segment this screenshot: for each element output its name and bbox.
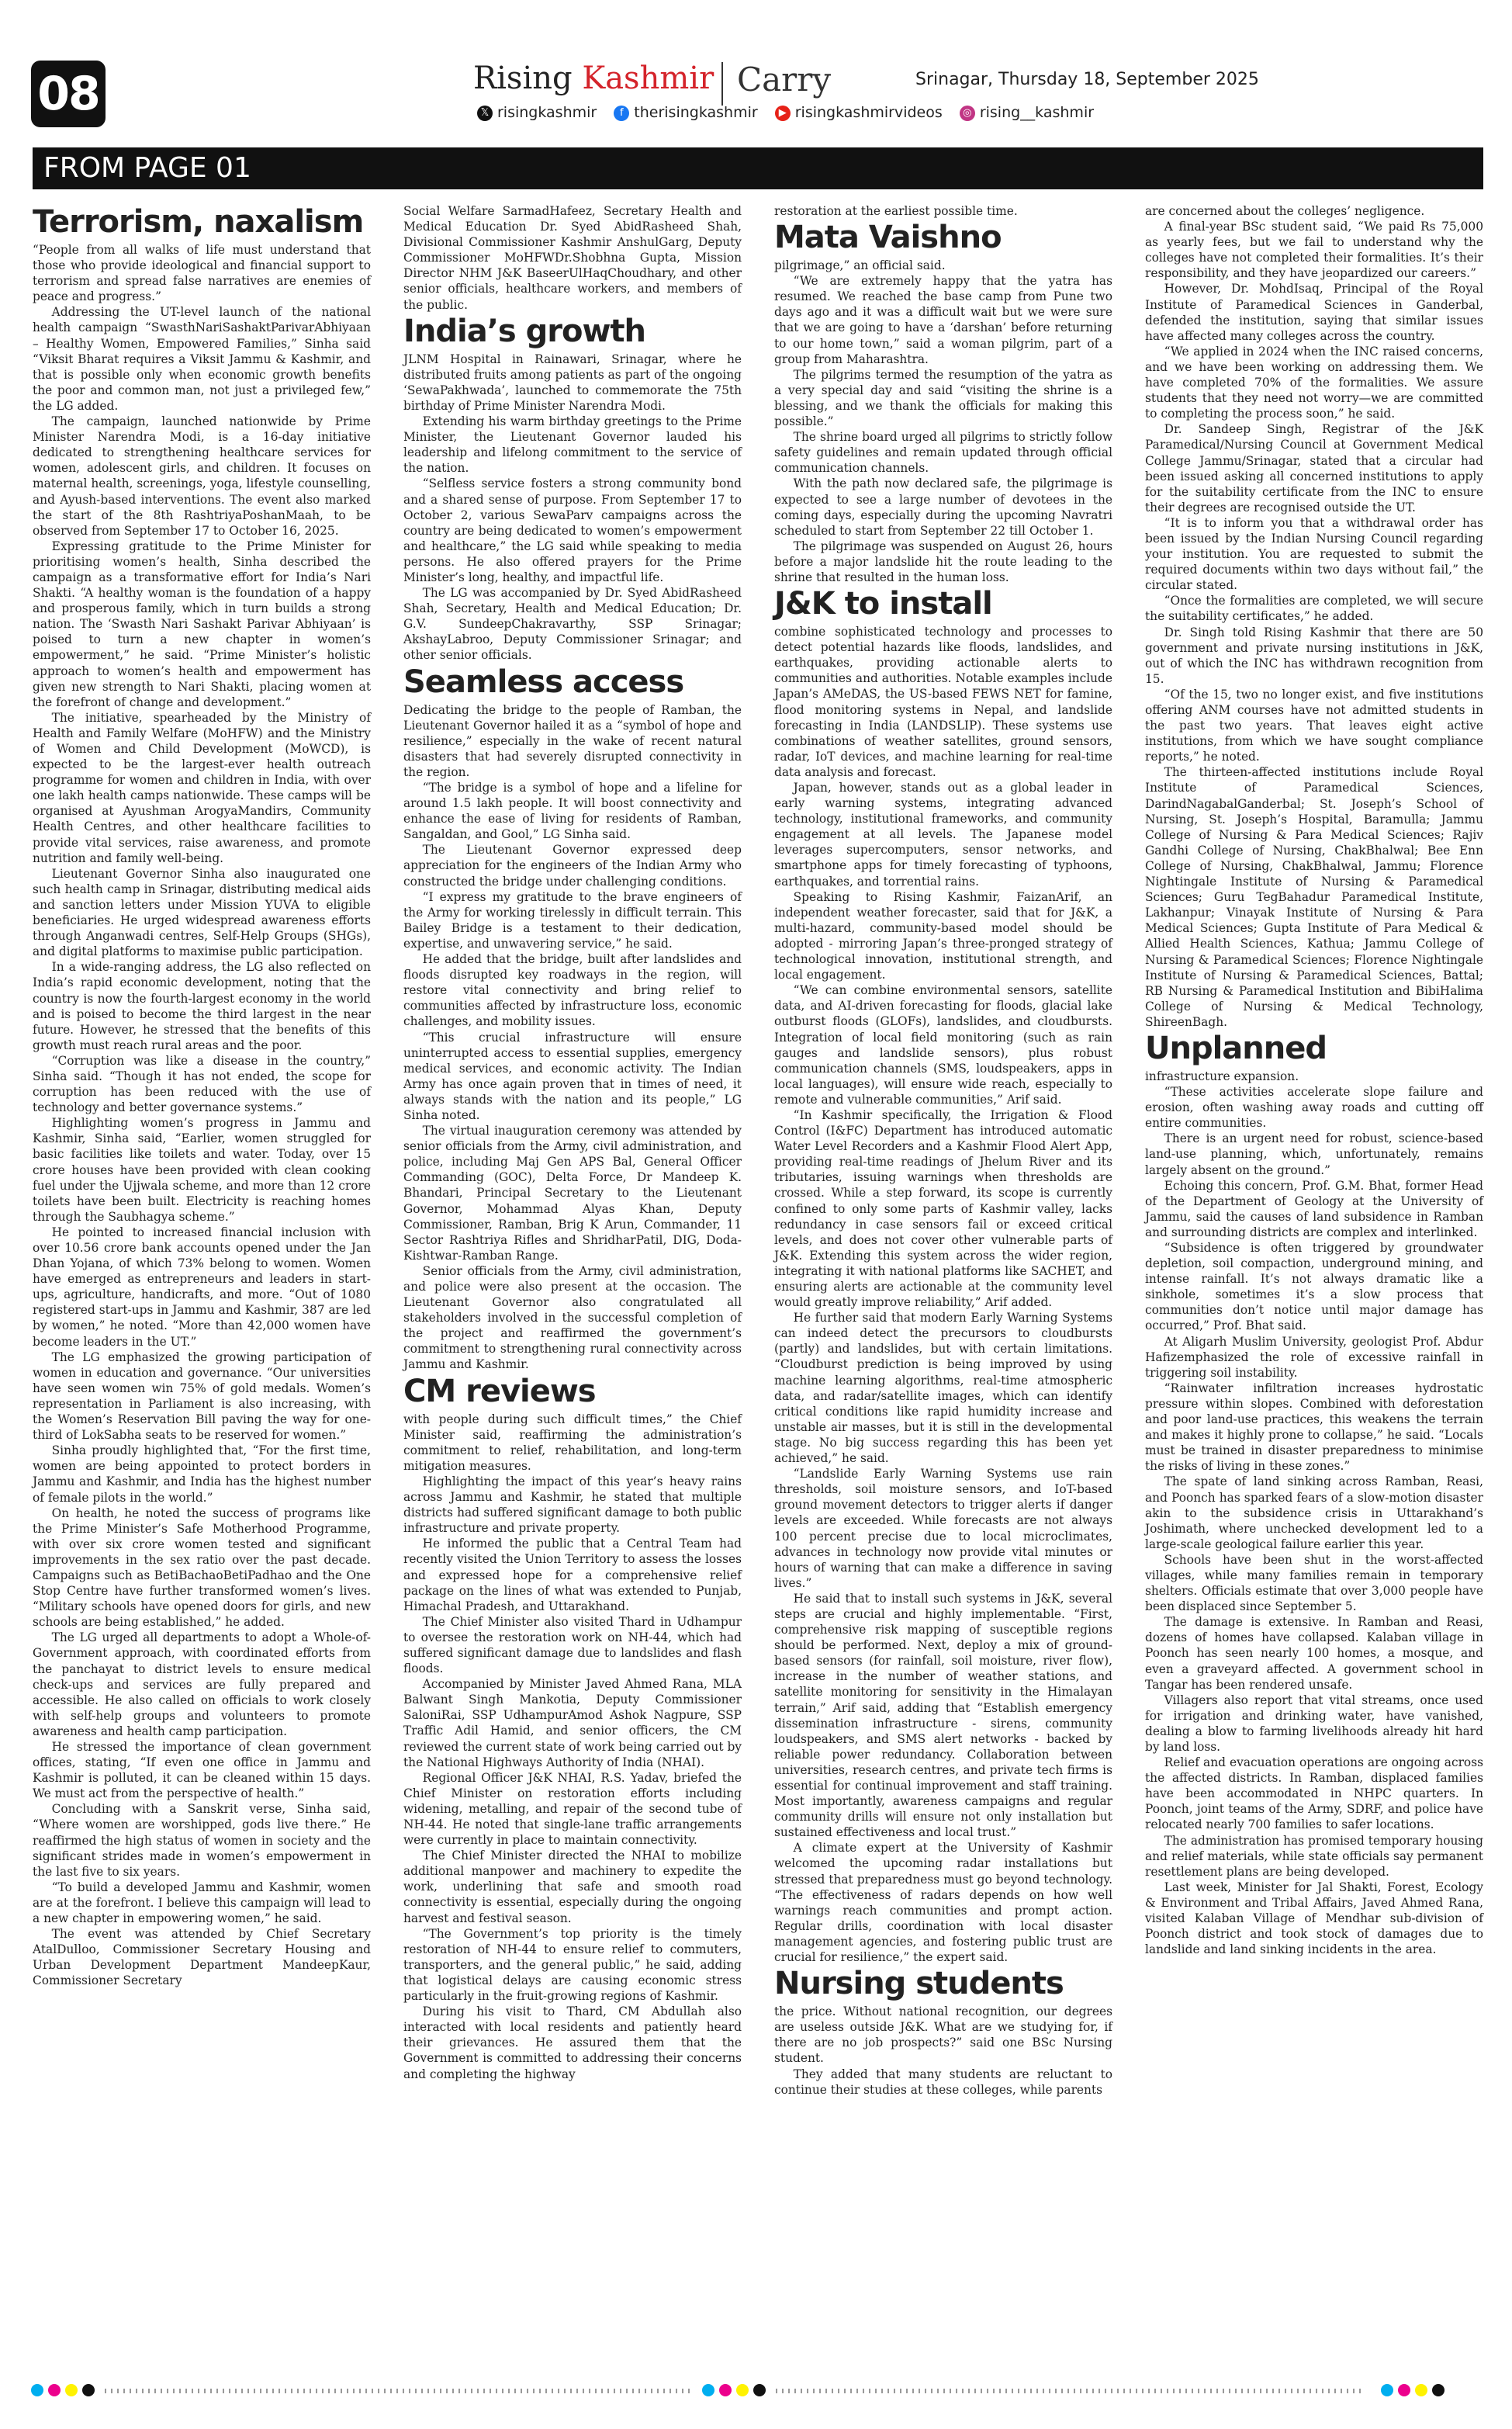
article-paragraph: Echoing this concern, Prof. G.M. Bhat, former Head of the Department of Geology at the University of Jammu, said the causes of land subsidence in Ramban and surrounding districts are complex and interlinked. [1145, 1178, 1483, 1239]
article-paragraph: “People from all walks of life must understand that those who provide ideological and financial support to terrorism and spread false narratives are enemies of peace and progress.” [33, 243, 371, 304]
article-paragraph: The thirteen-affected institutions include Royal Institute of Paramedical Sciences, DarindNagabalGanderbal; St. Joseph’s School of Nursing, St. Joseph’s Hospital, Baramulla; Jammu College of Nursing & Para Medical Sciences; Rajiv Gandhi College of Nursing, ChakBhalwal; Bee Enn College of Nursing, ChakBhalwal, Jammu; Florence Nightingale Institute of Nursing & Paramedical Sciences; Guru TegBahadur Paramedical Institute, Lakhanpur; Vinayak Institute of Nursing & Para Medical Sciences; Gupta Institute of Para Medical & Allied Health Sciences, Kathua; Jammu College of Nursing & Paramedical Sciences; Florence Nightingale Institute of Nursing & Paramedical Sciences, Battal; RB Nursing & Paramedical Institution and BibiHalima College of Nursing & Medical Technology, ShireenBagh. [1145, 765, 1483, 1029]
brand-part2: Kashmir [582, 61, 714, 96]
registration-ticks [776, 2389, 1365, 2393]
yellow-mark [736, 2384, 749, 2396]
article-paragraph: Senior officials from the Army, civil administration, and police were also present at the occasion. The Lieutenant Governor also congratulated all stakeholders involved in the successful completion of the project and reaffirmed the government’s commitment to strengthening rural connectivity across Jammu and Kashmir. [403, 1263, 742, 1372]
x-icon: 𝕏 [477, 106, 493, 121]
cyan-mark [1381, 2384, 1393, 2396]
article-paragraph: “Rainwater infiltration increases hydrostatic pressure within slopes. Combined with deforestation and poor land-use practices, this weakens the terrain and makes it highly prone to collapse,” he said. “Locals must be trained in disaster preparedness to minimise the risks of living in these zones.” [1145, 1381, 1483, 1474]
registration-ticks [105, 2389, 694, 2393]
magenta-mark [719, 2384, 732, 2396]
article-paragraph: pilgrimage,” an official said. [774, 258, 946, 273]
instagram-icon: ◎ [960, 106, 975, 121]
article-paragraph: Highlighting the impact of this year’s heavy rains across Jammu and Kashmir, he stated that multiple districts had suffered significant damage to both public infrastructure and private property. [403, 1474, 742, 1536]
article-paragraph: Expressing gratitude to the Prime Minister for prioritising women’s health, Sinha described the campaign as a transformative effort for India’s Nari Shakti. “A healthy woman is the foundation of a happy and prosperous family, which in turn builds a strong nation. The ‘Swasth Nari Sashakt Parivar Abhiyaan’ is poised to turn a new chapter in women’s empowerment,” he said. “Prime Minister’s holistic approach to women’s health and empowerment has given new strength to Nari Shakti, placing women at the forefront of change and development.” [33, 539, 371, 709]
column-3 [774, 203, 1112, 2098]
black-mark [82, 2384, 95, 2396]
article-paragraph: The Chief Minister directed the NHAI to mobilize additional manpower and machinery to expedite the work, underlining that safe and smooth road connectivity is essential, especially during the ongoing harvest and festival season. [403, 1849, 742, 1925]
article-paragraph: Last week, Minister for Jal Shakti, Forest, Ecology & Environment and Tribal Affairs, Javed Ahmed Rana, visited Kalaban Village of Mendhar sub-division of Poonch district and took stock of damages due to landslide and land sinking incidents in the area. [1145, 1880, 1483, 1957]
article-paragraph: The initiative, spearheaded by the Ministry of Health and Family Welfare (MoHFW) and the Ministry of Women and Child Development (MoWCD), is expected to be the largest-ever health outreach programme for women and children in India, with over one lakh health camps nationwide. These camps will be organised at Ayushman ArogyaMandirs, Community Health Centres, and other healthcare facilities to provide vital services, raise awareness, and promote nutrition and family well-being. [33, 710, 371, 865]
brand-part1: Rising [473, 61, 573, 96]
black-mark [753, 2384, 766, 2396]
article-heading: Nursing students [774, 1966, 1064, 2002]
article-paragraph: He added that the bridge, built after landslides and floods disrupted key roadways in the region, will restore vital connectivity and bring relief to communities affected by infrastructure loss, economic challenges, and mobility issues. [403, 952, 742, 1029]
article-paragraph: The pilgrims termed the resumption of the yatra as a very special day and said “visiting the shrine is a blessing, and we thank the officials for making this possible.” [774, 367, 1112, 429]
article-paragraph: Regional Officer J&K NHAI, R.S. Yadav, briefed the Chief Minister on restoration efforts including widening, metalling, and repair of the second tube of NH-44. He noted that single-lane traffic arrangements were currently in place to maintain connectivity. [403, 1770, 742, 1848]
social-handle: rising__kashmir [979, 104, 1095, 121]
column-1 [33, 203, 371, 1989]
article-paragraph: The pilgrimage was suspended on August 26, hours before a major landslide hit the route leading to the shrine that resulted in the human loss. [774, 539, 1112, 584]
article-paragraph: “Of the 15, two no longer exist, and five institutions offering ANM courses have not admitted students in the past two years. That leaves eight active institutions, from which we have sought compliance reports,” he noted. [1145, 687, 1483, 764]
article-paragraph: combine sophisticated technology and processes to detect potential hazards like floods, landslides, and earthquakes, providing actionable alerts to communities and authorities. Notable examples include Japan’s AMeDAS, the US-based FEWS NET for famine, flood monitoring systems in Nepal, and landslide forecasting in India (LANDSLIP). These systems use combinations of weather satellites, ground sensors, radar, IoT devices, and machine learning for real-time data analysis and forecast. [774, 625, 1112, 779]
article-paragraph: The Chief Minister also visited Thard in Udhampur to oversee the restoration work on NH-44, which had suffered significant damage due to landslides and flash floods. [403, 1614, 742, 1676]
article-paragraph: He said that to install such systems in J&K, several steps are crucial and highly implementable. “First, comprehensive risk mapping of susceptible regions should be performed. Next, deploy a mix of ground-based sensors (for rainfall, soil moisture, river flow), increase in the number of weather stations, and satellite monitoring for sensitivity in the Himalayan terrain,” Arif said, adding that “Establish emergency dissemination infrastructure - sirens, community loudspeakers, and SMS alert networks - backed by reliable power redundancy. Collaboration between universities, research centres, and private tech firms is essential for continual improvement and staff training. Most importantly, awareness campaigns and regular community drills will ensure not only installation but sustained effectiveness and local trust.” [774, 1591, 1112, 1840]
cyan-mark [702, 2384, 714, 2396]
article-paragraph: “We applied in 2024 when the INC raised concerns, and we have been working on addressing them. We have completed 70% of the formalities. We assure students that they need not worry—we are committed to completing the process soon,” he said. [1145, 344, 1483, 421]
article-paragraph: During his visit to Thard, CM Abdullah also interacted with local residents and patiently heard their grievances. He assured them that the Government is committed to addressing their concerns and completing the highway [403, 2005, 742, 2081]
article-paragraph: “Selfless service fosters a strong community bond and a shared sense of purpose. From September 17 to October 2, various SewaParv campaigns across the country are being dedicated to women’s empowerment and healthcare,” the LG said while speaking to media persons. He also offered prayers for the Prime Minister’s long, healthy, and impactful life. [403, 476, 742, 584]
article-paragraph: “This crucial infrastructure will ensure uninterrupted access to essential supplies, emergency medical services, and economic activity. The Indian Army has once again proven that in times of need, it always stands with the nation and its people,” LG Sinha noted. [403, 1030, 742, 1122]
article-paragraph: The campaign, launched nationwide by Prime Minister Narendra Modi, is a 16-day initiative dedicated to strengthening healthcare services for women, adolescent girls, and children. It focuses on maternal health, screenings, yoga, lifestyle counselling, and Ayush-based interventions. The event also marked the start of the 8th RashtriyaPoshanMaah, to be observed from September 17 to October 16, 2025. [33, 414, 371, 538]
article-paragraph: Extending his warm birthday greetings to the Prime Minister, the Lieutenant Governor lauded his leadership and lifelong commitment to the service of the nation. [403, 414, 742, 476]
article-paragraph: Schools have been shut in the worst-affected villages, while many families remain in temporary shelters. Officials estimate that over 3,000 people have been displaced since September 5. [1145, 1552, 1483, 1614]
article-paragraph: He stressed the importance of clean government offices, stating, “If even one office in Jammu and Kashmir is polluted, it can be cleaned within 15 days. We must act from the perspective of health.” [33, 1740, 371, 1801]
article-paragraph: Accompanied by Minister Javed Ahmed Rana, MLA Balwant Singh Mankotia, Deputy Commissioner SaloniRai, SSP UdhampurAmod Ashok Nagpure, SSP Traffic Adil Hamid, and senior officers, the CM reviewed the current state of work being carried out by the National Highways Authority of India (NHAI). [403, 1677, 742, 1769]
page-number: 08 [31, 61, 106, 127]
header-divider [721, 62, 723, 106]
article-paragraph: The LG emphasized the growing participation of women in education and governance. “Our universities have seen women win 75% of gold medals. Women’s representation in Parliament is also increasing, with the Women’s Reservation Bill paving the way for one-third of LokSabha seats to be reserved for women.” [33, 1350, 371, 1443]
section-banner [33, 147, 1483, 189]
magenta-mark [48, 2384, 61, 2396]
social-links [477, 104, 1106, 121]
article-paragraph: Villagers also report that vital streams, once used for irrigation and drinking water, have vanished, dealing a blow to farming livelihoods already hit hard by land loss. [1145, 1693, 1483, 1754]
social-handle: risingkashmirvideos [794, 104, 943, 121]
article-paragraph: There is an urgent need for robust, science-based land-use planning, which, unfortunately, remains largely absent on the ground.” [1145, 1131, 1483, 1177]
article-heading: CM reviews [403, 1373, 596, 1409]
article-heading: J&K to install [774, 586, 992, 622]
article-heading: Mata Vaishno [774, 220, 1002, 256]
social-handle: risingkashmir [497, 104, 597, 121]
article-paragraph: The LG urged all departments to adopt a Whole-of-Government approach, with coordinated efforts from the panchayat to district levels to ensure medical check-ups and services are fully prepared and accessible. He also called on officials to work closely with self-help groups and volunteers to promote awareness and health camp participation. [33, 1630, 371, 1738]
article-paragraph: He pointed to increased financial inclusion with over 10.56 crore bank accounts opened under the Jan Dhan Yojana, of which 73% belong to women. Women have emerged as entrepreneurs and leaders in start-ups, agriculture, handicrafts, and more. “Out of 1080 registered start-ups in Jammu and Kashmir, 387 are led by women,” he noted. “More than 42,000 women have become leaders in the UT.” [33, 1225, 371, 1349]
social-facebook[interactable] [614, 104, 757, 121]
article-paragraph: The administration has promised temporary housing and relief materials, while state officials say permanent resettlement plans are being developed. [1145, 1833, 1483, 1879]
article-paragraph: The spate of land sinking across Ramban, Reasi, and Poonch has sparked fears of a slow-motion disaster akin to the subsidence crisis in Uttarakhand’s Joshimath, where unchecked development led to a large-scale geological failure earlier this year. [1145, 1474, 1483, 1551]
article-paragraph: “We can combine environmental sensors, satellite data, and AI-driven forecasting for floods, glacial lake outburst floods (GLOFs), landslides, and cloudbursts. Integration of local field monitoring (such as rain gauges and landslide sensors), plus robust communication channels (SMS, loudspeakers, apps in local languages), will ensure wide reach, especially to remote and vulnerable communities,” Arif said. [774, 983, 1112, 1107]
article-paragraph: Social Welfare SarmadHafeez, Secretary Health and Medical Education Dr. Syed AbidRasheed Shah, Divisional Commissioner Kashmir AnshulGarg, Deputy Commissioner MoHFWDr.Shobhna Gupta, Mission Director NHM J&K BaseerUlHaqChoudhary, and other senior officials, healthcare workers, and members of the public. [403, 204, 742, 312]
article-paragraph: He further said that modern Early Warning Systems can indeed detect the precursors to cloudbursts (partly) and landslides, but with certain limitations. “Cloudburst prediction is being improved by using machine learning algorithms, real-time atmospheric data, and radar/satellite images, which can identify critical conditions like rapid humidity increase and unstable air masses, but it is still in the developmental stage. No big success regarding this has been yet achieved,” he said. [774, 1311, 1112, 1466]
article-paragraph: At Aligarh Muslim University, geologist Prof. Abdur Hafizemphasized the role of excessive rainfall in triggering soil instability. [1145, 1334, 1483, 1380]
article-paragraph: Addressing the UT-level launch of the national health campaign “SwasthNariSashaktParivarAbhiyaan – Healthy Women, Empowered Families,” Sinha said “Viksit Bharat requires a Viksit Jammu & Kashmir, and that is possible only when economic growth benefits the poor and common man, not just a privileged few,” the LG added. [33, 305, 371, 413]
article-paragraph: “Once the formalities are completed, we will secure the suitability certificates,” he added. [1145, 594, 1483, 624]
article-paragraph: “In Kashmir specifically, the Irrigation & Flood Control (I&FC) Department has introduced automatic Water Level Recorders and a Kashmir Flood Alert App, providing real-time readings of Jhelum River and its tributaries, issuing warnings when thresholds are crossed. While a step forward, its scope is currently confined to only some parts of Kashmir valley, lacks redundancy in case sensors fail or exceed critical levels, and does not cover other vulnerable parts of J&K. Extending this system across the wider region, integrating it with national platforms like SACHET, and ensuring alerts are actionable at the community level would greatly improve reliability,” Arif added. [774, 1107, 1112, 1310]
youtube-icon: ▶ [775, 106, 791, 121]
article-paragraph: The LG was accompanied by Dr. Syed AbidRasheed Shah, Secretary, Health and Medical Education; Dr. G.V. SundeepChakravarthy, SSP Srinagar; AkshayLabroo, Deputy Commissioner Srinagar; and other senior officials. [403, 586, 742, 663]
article-paragraph: “Corruption was like a disease in the country,” Sinha said. “Though it has not ended, the scope for corruption has been reduced with the use of technology and better governance systems.” [33, 1053, 371, 1115]
article-paragraph: Dr. Singh told Rising Kashmir that there are 50 government and private nursing institutions in J&K, out of which the INC has withdrawn recognition from 15. [1145, 625, 1483, 686]
article-paragraph: Speaking to Rising Kashmir, FaizanArif, an independent weather forecaster, said that for J&K, a multi-hazard, community-based model should be adopted - mirroring Japan’s three-pronged strategy of technological innovation, institutional strength, and local engagement. [774, 889, 1112, 982]
banner-label: FROM PAGE 01 [43, 152, 251, 184]
article-paragraph: “It is to inform you that a withdrawal order has been issued by the Indian Nursing Council regarding your institution. You are requested to submit the required documents within two days without fail,” the circular stated. [1145, 515, 1483, 593]
social-x[interactable] [477, 104, 597, 121]
column-2 [403, 203, 742, 2082]
brand-logo[interactable] [473, 61, 714, 96]
article-paragraph: The Lieutenant Governor expressed deep appreciation for the engineers of the Indian Army who constructed the bridge under challenging conditions. [403, 843, 742, 889]
cyan-mark [31, 2384, 43, 2396]
article-paragraph: restoration at the earliest possible time. [774, 204, 1018, 218]
yellow-mark [1415, 2384, 1427, 2396]
article-paragraph: “These activities accelerate slope failure and erosion, often washing away roads and cutting off entire communities. [1145, 1085, 1483, 1131]
article-paragraph: Sinha proudly highlighted that, “For the first time, women are being appointed to protect borders in Jammu and Kashmir, and India has the highest number of female pilots in the world.” [33, 1443, 371, 1505]
article-paragraph: With the path now declared safe, the pilgrimage is expected to see a large number of devotees in the coming days, especially during the upcoming Navratri scheduled to start from September 22 till October 1. [774, 476, 1112, 538]
article-heading: India’s growth [403, 313, 646, 349]
article-paragraph: Dedicating the bridge to the people of Ramban, the Lieutenant Governor hailed it as a “symbol of hope and resilience,” especially in the wake of recent natural disasters that had severely disrupted connectivity in the region. [403, 702, 742, 779]
article-paragraph: “We are extremely happy that the yatra has resumed. We reached the base camp from Pune two days ago and it was a difficult wait but we were sure that we are going to have a ‘darshan’ before returning to our home town,” said a woman pilgrim, part of a group from Maharashtra. [774, 274, 1112, 366]
article-paragraph: He informed the public that a Central Team had recently visited the Union Territory to assess the losses and expressed hope for a comprehensive relief package on the lines of what was extended to Punjab, Himachal Pradesh, and Uttarakhand. [403, 1537, 742, 1613]
article-paragraph: infrastructure expansion. [1145, 1069, 1299, 1083]
article-heading: Seamless access [403, 664, 684, 700]
article-paragraph: In a wide-ranging address, the LG also reflected on India’s rapid economic development, noting that the country is now the fourth-largest economy in the world and is poised to become the third largest in the near future. However, he stressed that the benefits of this growth must reach rural areas and the poor. [33, 960, 371, 1052]
masthead [31, 61, 1483, 138]
article-paragraph: Japan, however, stands out as a global leader in early warning systems, integrating advanced technology, institutional frameworks, and community engagement at all levels. The Japanese model leverages supercomputers, sensor networks, and smartphone apps for timely forecasting of typhoons, earthquakes, and torrential rains. [774, 781, 1112, 889]
article-paragraph: Highlighting women’s progress in Jammu and Kashmir, Sinha said, “Earlier, women struggled for basic facilities like toilets and water. Today, over 15 crore houses have been provided with clean cooking fuel under the Ujjwala scheme, and more than 12 crore toilets have been built. Electricity is reaching homes through the Saubhagya scheme.” [33, 1116, 371, 1224]
article-paragraph: The damage is extensive. In Ramban and Reasi, dozens of homes have collapsed. Kalaban village in Poonch has seen nearly 100 homes, a mosque, and even a graveyard affected. A government school in Tangar has been rendered unsafe. [1145, 1615, 1483, 1692]
black-mark [1432, 2384, 1445, 2396]
article-paragraph: The virtual inauguration ceremony was attended by senior officials from the Army, civil administration, and police, including Maj Gen APS Bal, General Officer Commanding (GOC), Delta Force, Dr Mandeep K. Bhandari, Principal Secretary to the Lieutenant Governor, Mohammad Alyas Khan, Deputy Commissioner, Ramban, Brig K Arun, Commander, 11 Sector Rashtriya Rifles and ShridharPatil, DIG, Doda-Kishtwar-Ramban Range. [403, 1124, 742, 1263]
facebook-icon: f [614, 106, 629, 121]
article-paragraph: “Landslide Early Warning Systems use rain thresholds, soil moisture sensors, and IoT-based ground movement detectors to trigger alerts if danger levels are exceeded. While forecasts are not always 100 percent precise due to local microclimates, advances in technology now provide vital minutes or hours of warning that can make a difference in saving lives.” [774, 1467, 1112, 1590]
article-paragraph: “The Government’s top priority is the timely restoration of NH-44 to ensure relief to commuters, transporters, and the general public,” he said, adding that logistical delays are causing economic stress particularly in the fruit-growing regions of Kashmir. [403, 1926, 742, 2004]
article-paragraph: Dr. Sandeep Singh, Registrar of the J&K Paramedical/Nursing Council at Government Medical College Jammu/Srinagar, stated that a circular had been issued asking all concerned institutions to apply for the suitability certificate from the INC to ensure their degrees are recognised outside the UT. [1145, 422, 1483, 515]
article-paragraph: “Subsidence is often triggered by groundwater depletion, soil compaction, underground mining, and intense rainfall. It’s not always dramatic like a sinkhole, sometimes it’s a slow process that communities don’t notice until major damage has occurred,” Prof. Bhat said. [1145, 1241, 1483, 1333]
article-paragraph: A climate expert at the University of Kashmir welcomed the upcoming radar installations but stressed that preparedness must go beyond technology. “The effectiveness of radars depends on how well warnings reach communities and prompt action. Regular drills, coordination with local disaster management agencies, and fostering public trust are crucial for resilience,” the expert said. [774, 1841, 1112, 1965]
article-heading: Terrorism, naxalism [33, 204, 364, 240]
article-paragraph: The event was attended by Chief Secretary AtalDulloo, Commissioner Secretary Housing and Urban Development Department MandeepKaur, Commissioner Secretary [33, 1927, 371, 1988]
article-paragraph: with people during such difficult times,” the Chief Minister said, reaffirming the administration’s commitment to relief, rehabilitation, and long-term mitigation measures. [403, 1412, 742, 1473]
article-paragraph: On health, he noted the success of programs like the Prime Minister’s Safe Motherhood Programme, with over six crore women tested and significant improvements in the sex ratio over the past decade. Campaigns such as BetiBachaoBetiPadhao and the One Stop Centre have further transformed women’s lives. “Military schools have opened doors for girls, and new schools are being established,” he added. [33, 1506, 371, 1630]
article-paragraph: Relief and evacuation operations are ongoing across the affected districts. In Ramban, displaced families have been accommodated in NHPC quarters. In Poonch, joint teams of the Army, SDRF, and police have relocated nearly 700 families to safer locations. [1145, 1755, 1483, 1832]
article-paragraph: A final-year BSc student said, “We paid Rs 75,000 as yearly fees, but we fail to understand why the colleges have not completed their formalities. It’s their responsibility, and they have jeopardized our careers.” [1145, 220, 1483, 281]
section-name: Carry [737, 61, 832, 99]
article-paragraph: JLNM Hospital in Rainawari, Srinagar, where he distributed fruits among patients as part of the ongoing ‘SewaPakhwada’, launched to commemorate the 75th birthday of Prime Minister Narendra Modi. [403, 352, 742, 413]
article-paragraph: However, Dr. MohdIsaq, Principal of the Royal Institute of Paramedical Sciences in Ganderbal, defended the institution, saying that similar issues have affected many colleges across the country. [1145, 282, 1483, 343]
column-4 [1145, 203, 1483, 1957]
article-paragraph: Lieutenant Governor Sinha also inaugurated one such health camp in Srinagar, distributing medical aids and sanction letters under Mission YUVA to eligible beneficiaries. He urged widespread awareness efforts through Anganwadi centres, Self-Help Groups (SHGs), and digital platforms to maximise public participation. [33, 866, 371, 959]
article-heading: Unplanned [1145, 1030, 1327, 1066]
article-paragraph: are concerned about the colleges’ negligence. [1145, 204, 1425, 218]
dateline: Srinagar, Thursday 18, September 2025 [915, 70, 1259, 89]
social-instagram[interactable] [960, 104, 1094, 121]
article-paragraph: Concluding with a Sanskrit verse, Sinha said, “Where women are worshipped, gods live there.” He reaffirmed the high status of women in society and the significant strides made in women’s empowerment in the last five to six years. [33, 1802, 371, 1879]
article-paragraph: “The bridge is a symbol of hope and a lifeline for around 1.5 lakh people. It will boost connectivity and enhance the ease of living for residents of Ramban, Sangaldan, and Gool,” LG Sinha said. [403, 781, 742, 842]
article-paragraph: The shrine board urged all pilgrims to strictly follow safety guidelines and remain updated through official communication channels. [774, 430, 1112, 476]
yellow-mark [65, 2384, 78, 2396]
social-youtube[interactable] [775, 104, 943, 121]
article-paragraph: “I express my gratitude to the brave engineers of the Army for working tirelessly in difficult terrain. This Bailey Bridge is a testament to their dedication, expertise, and unwavering service,” he said. [403, 889, 742, 951]
print-registration-strip [0, 2384, 1512, 2401]
article-paragraph: “To build a developed Jammu and Kashmir, women are at the forefront. I believe this campaign will lead to a new chapter in empowering women,” he said. [33, 1880, 371, 1926]
social-handle: therisingkashmir [634, 104, 758, 121]
article-paragraph: They added that many students are reluctant to continue their studies at these colleges, while parents [774, 2067, 1112, 2097]
magenta-mark [1398, 2384, 1410, 2396]
article-paragraph: the price. Without national recognition, our degrees are useless outside J&K. What are we studying for, if there are no job prospects?” said one BSc Nursing student. [774, 2005, 1112, 2066]
